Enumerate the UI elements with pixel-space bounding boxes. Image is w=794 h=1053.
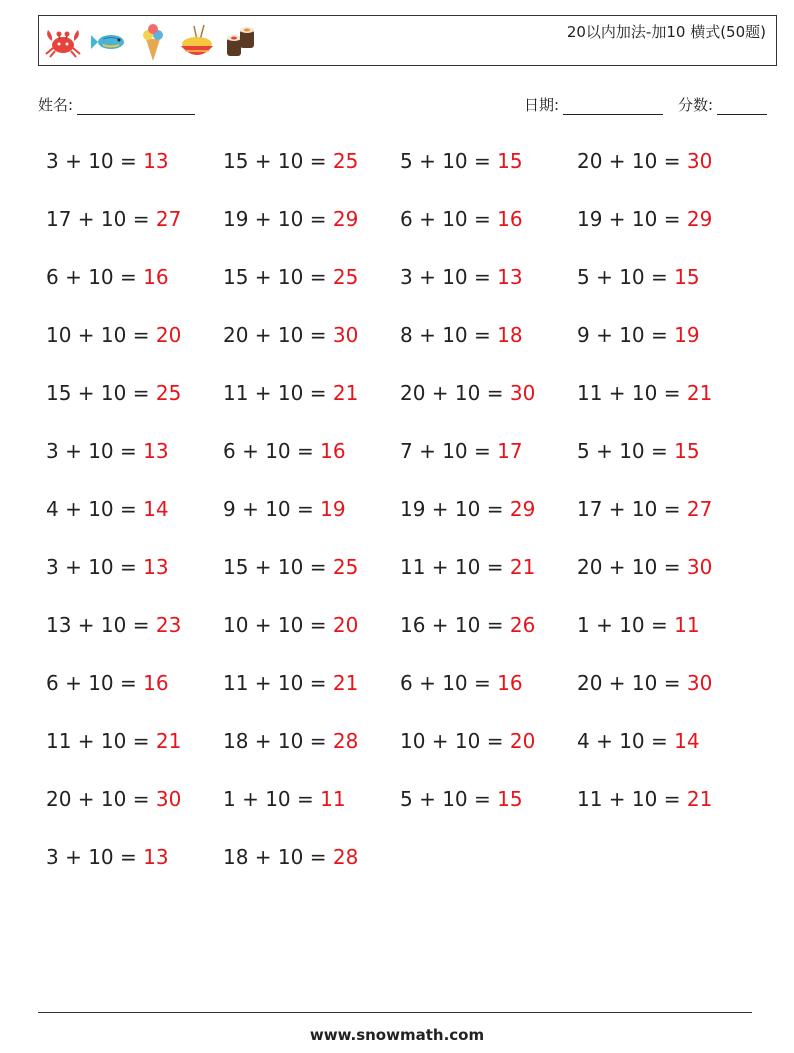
- problem-question: 18 + 10 =: [223, 729, 333, 753]
- problem-question: 20 + 10 =: [577, 555, 687, 579]
- problem-answer: 15: [674, 439, 700, 463]
- problem-item: [577, 548, 754, 606]
- problem-question: 18 + 10 =: [223, 845, 333, 869]
- problem-answer: 19: [320, 497, 346, 521]
- problem-answer: 26: [509, 613, 536, 637]
- problem-answer: 25: [155, 381, 182, 405]
- problem-item: [577, 432, 754, 490]
- problem-item: [46, 432, 223, 490]
- problem-item: [46, 200, 223, 258]
- problem-question: 11 + 10 =: [400, 555, 510, 579]
- header-icons: [43, 22, 259, 62]
- problem-answer: 20: [332, 613, 359, 637]
- problem-item: [577, 606, 754, 664]
- problem-item: [400, 432, 577, 490]
- problem-question: 4 + 10 =: [46, 497, 144, 521]
- problem-question: 19 + 10 =: [577, 207, 687, 231]
- problem-answer: 29: [509, 497, 536, 521]
- problem-question: 5 + 10 =: [577, 265, 675, 289]
- problem-answer: 25: [332, 555, 359, 579]
- problem-answer: 21: [686, 787, 713, 811]
- problem-item: [46, 258, 223, 316]
- problem-answer: 27: [155, 207, 182, 231]
- problem-question: 15 + 10 =: [46, 381, 156, 405]
- sushi-roll-icon: [223, 24, 259, 60]
- problem-answer: 20: [509, 729, 536, 753]
- problem-item: [46, 142, 223, 200]
- problem-item: [223, 316, 400, 374]
- problem-question: 15 + 10 =: [223, 555, 333, 579]
- problem-question: 11 + 10 =: [577, 787, 687, 811]
- problem-item: [223, 142, 400, 200]
- problem-question: 8 + 10 =: [400, 323, 498, 347]
- problem-question: 1 + 10 =: [223, 787, 321, 811]
- problem-answer: 29: [686, 207, 713, 231]
- problem-item: [400, 606, 577, 664]
- problem-item: [46, 664, 223, 722]
- problem-item: [577, 374, 754, 432]
- problem-item: [400, 780, 577, 838]
- problem-item: [223, 548, 400, 606]
- problem-answer: 21: [155, 729, 182, 753]
- problem-answer: 21: [332, 381, 359, 405]
- score-field: [678, 94, 767, 115]
- problem-item: [223, 606, 400, 664]
- problem-answer: 16: [497, 671, 523, 695]
- problem-item: [400, 316, 577, 374]
- problem-answer: 16: [497, 207, 523, 231]
- problem-item: [46, 548, 223, 606]
- problem-question: 13 + 10 =: [46, 613, 156, 637]
- problem-answer: 13: [497, 265, 523, 289]
- problem-item: [400, 664, 577, 722]
- fish-icon: [89, 24, 129, 60]
- footer-divider: [38, 1012, 752, 1013]
- problem-answer: 20: [155, 323, 182, 347]
- problem-question: 20 + 10 =: [577, 671, 687, 695]
- problem-answer: 11: [320, 787, 346, 811]
- problem-question: 6 + 10 =: [46, 671, 144, 695]
- problem-answer: 30: [332, 323, 359, 347]
- problem-question: 1 + 10 =: [577, 613, 675, 637]
- problem-answer: 15: [497, 149, 523, 173]
- problem-answer: 16: [143, 671, 169, 695]
- score-blank[interactable]: [717, 100, 767, 115]
- problem-item: [400, 258, 577, 316]
- problem-question: 3 + 10 =: [46, 845, 144, 869]
- problem-answer: 17: [497, 439, 523, 463]
- problem-item: [223, 200, 400, 258]
- problem-item: [577, 780, 754, 838]
- date-blank[interactable]: [563, 100, 663, 115]
- problem-answer: 19: [674, 323, 700, 347]
- problem-answer: 29: [332, 207, 359, 231]
- problem-question: 11 + 10 =: [46, 729, 156, 753]
- problem-item: [223, 722, 400, 780]
- problem-item: [223, 432, 400, 490]
- problem-question: 7 + 10 =: [400, 439, 498, 463]
- date-field: [524, 94, 663, 115]
- problem-item: [400, 490, 577, 548]
- problem-question: 3 + 10 =: [46, 439, 144, 463]
- problem-answer: 25: [332, 149, 359, 173]
- problem-question: 15 + 10 =: [223, 149, 333, 173]
- problem-answer: 14: [143, 497, 169, 521]
- problem-item: [577, 258, 754, 316]
- problem-question: 10 + 10 =: [46, 323, 156, 347]
- problem-answer: 13: [143, 149, 169, 173]
- problem-question: 6 + 10 =: [46, 265, 144, 289]
- problem-answer: 28: [332, 845, 359, 869]
- problem-answer: 30: [509, 381, 536, 405]
- problem-item: [46, 490, 223, 548]
- name-label: 姓名:: [38, 96, 74, 114]
- problem-answer: 23: [155, 613, 182, 637]
- problem-answer: 16: [320, 439, 346, 463]
- problem-answer: 15: [674, 265, 700, 289]
- problem-answer: 13: [143, 439, 169, 463]
- score-label: 分数:: [678, 96, 714, 114]
- problem-question: 20 + 10 =: [46, 787, 156, 811]
- problem-answer: 30: [686, 149, 713, 173]
- problem-question: 6 + 10 =: [400, 207, 498, 231]
- problem-item: [46, 780, 223, 838]
- problem-answer: 21: [686, 381, 713, 405]
- crab-icon: [43, 24, 83, 60]
- problem-question: 5 + 10 =: [400, 149, 498, 173]
- problem-question: 20 + 10 =: [577, 149, 687, 173]
- date-label: 日期:: [524, 96, 560, 114]
- problem-question: 9 + 10 =: [223, 497, 321, 521]
- problem-item: [223, 780, 400, 838]
- problem-answer: 28: [332, 729, 359, 753]
- problem-item: [223, 664, 400, 722]
- problem-question: 3 + 10 =: [46, 149, 144, 173]
- problem-question: 11 + 10 =: [223, 671, 333, 695]
- problem-item: [400, 374, 577, 432]
- problem-item: [577, 722, 754, 780]
- problem-question: 20 + 10 =: [223, 323, 333, 347]
- problem-answer: 14: [674, 729, 700, 753]
- problem-question: 6 + 10 =: [400, 671, 498, 695]
- problem-item: [46, 316, 223, 374]
- problem-answer: 18: [497, 323, 523, 347]
- problem-answer: 30: [686, 555, 713, 579]
- problem-question: 19 + 10 =: [400, 497, 510, 521]
- problem-question: 15 + 10 =: [223, 265, 333, 289]
- problem-answer: 25: [332, 265, 359, 289]
- footer-url: www.snowmath.com: [309, 1026, 485, 1044]
- problem-question: 10 + 10 =: [400, 729, 510, 753]
- worksheet-header: [38, 15, 777, 66]
- problem-question: 11 + 10 =: [223, 381, 333, 405]
- problem-item: [577, 316, 754, 374]
- problem-item: [46, 606, 223, 664]
- problem-item: [577, 142, 754, 200]
- problem-item: [577, 664, 754, 722]
- problem-item: [46, 374, 223, 432]
- problem-answer: 21: [332, 671, 359, 695]
- problem-item: [223, 374, 400, 432]
- problem-question: 11 + 10 =: [577, 381, 687, 405]
- problem-answer: 13: [143, 555, 169, 579]
- problem-answer: 11: [674, 613, 700, 637]
- problem-question: 3 + 10 =: [400, 265, 498, 289]
- problem-answer: 16: [143, 265, 169, 289]
- problem-item: [46, 838, 223, 896]
- problem-question: 5 + 10 =: [400, 787, 498, 811]
- problem-question: 5 + 10 =: [577, 439, 675, 463]
- problem-item: [223, 838, 400, 896]
- worksheet-title: 20以内加法-加10 横式(50题): [566, 23, 766, 41]
- problem-item: [223, 258, 400, 316]
- problem-grid: [46, 142, 754, 896]
- problem-item: [577, 490, 754, 548]
- name-field: [38, 94, 195, 115]
- problem-question: 10 + 10 =: [223, 613, 333, 637]
- ice-cream-icon: [135, 22, 171, 62]
- problem-item: [400, 722, 577, 780]
- problem-item: [400, 142, 577, 200]
- problem-answer: 15: [497, 787, 523, 811]
- problem-answer: 30: [686, 671, 713, 695]
- problem-answer: 27: [686, 497, 713, 521]
- rice-bowl-icon: [177, 22, 217, 62]
- problem-question: 20 + 10 =: [400, 381, 510, 405]
- problem-question: 4 + 10 =: [577, 729, 675, 753]
- problem-item: [400, 200, 577, 258]
- problem-question: 9 + 10 =: [577, 323, 675, 347]
- problem-answer: 21: [509, 555, 536, 579]
- problem-question: 3 + 10 =: [46, 555, 144, 579]
- problem-question: 17 + 10 =: [46, 207, 156, 231]
- problem-question: 17 + 10 =: [577, 497, 687, 521]
- problem-question: 16 + 10 =: [400, 613, 510, 637]
- problem-answer: 30: [155, 787, 182, 811]
- problem-item: [400, 548, 577, 606]
- problem-item: [46, 722, 223, 780]
- problem-item: [223, 490, 400, 548]
- name-blank[interactable]: [77, 100, 195, 115]
- problem-question: 19 + 10 =: [223, 207, 333, 231]
- problem-question: 6 + 10 =: [223, 439, 321, 463]
- problem-answer: 13: [143, 845, 169, 869]
- problem-item: [577, 200, 754, 258]
